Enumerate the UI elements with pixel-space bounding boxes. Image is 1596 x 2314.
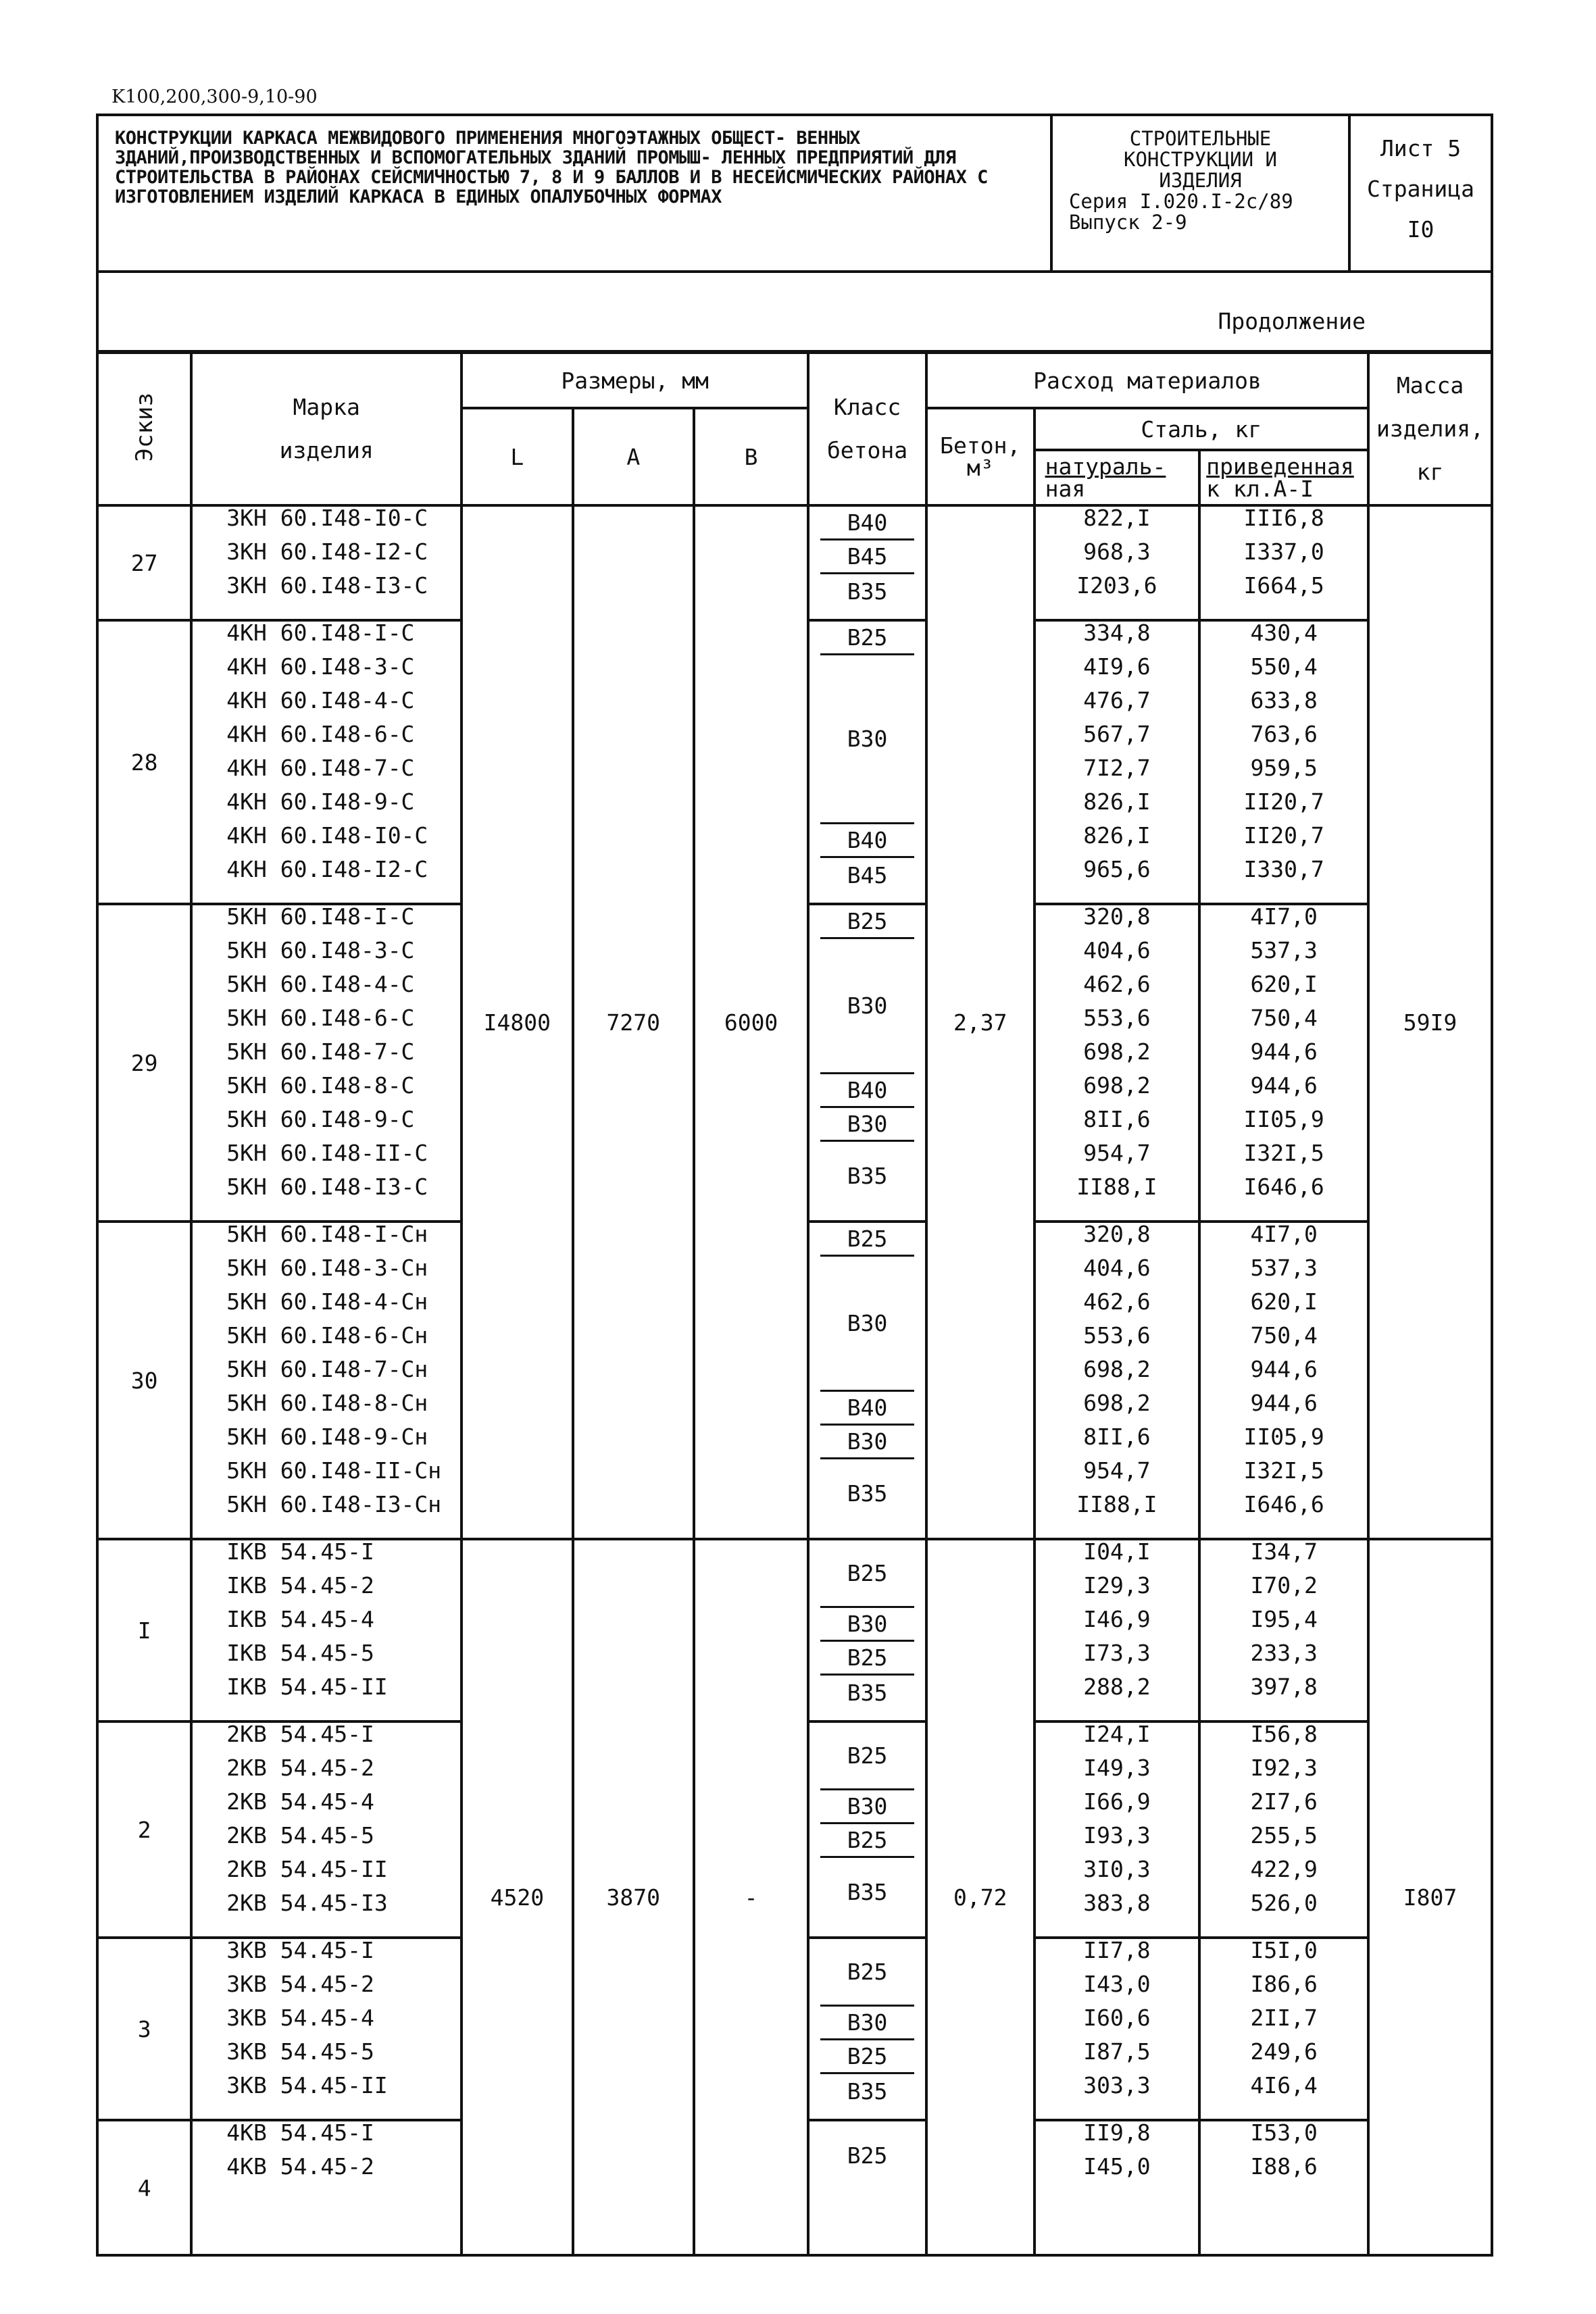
steel-natural-cell-line: 288,2 xyxy=(1083,1674,1151,1700)
steel-reduced-cell-line: I95,4 xyxy=(1250,1606,1318,1632)
steel-reduced-cell-line: 537,3 xyxy=(1250,1255,1318,1281)
steel-natural-cell-line: II9,8 xyxy=(1083,2119,1151,2146)
steel-reduced-cell-line: I88,6 xyxy=(1250,2153,1318,2180)
mark-line: 5КН 60.I48-II-С xyxy=(226,1140,428,1166)
concrete-class-cell xyxy=(808,1539,926,1721)
steel-natural-cell-line: I60,6 xyxy=(1083,2005,1151,2031)
dim-B-value: 6000 xyxy=(694,505,808,1539)
steel-natural-cell-line: 476,7 xyxy=(1083,687,1151,713)
steel-reduced-cell-line: I70,2 xyxy=(1250,1572,1318,1599)
steel-natural-cell-line: 3I0,3 xyxy=(1083,1856,1151,1882)
concrete-class: В30 xyxy=(820,655,914,824)
steel-natural-cell-line: I93,3 xyxy=(1083,1822,1151,1848)
mark-header: Марка изделия xyxy=(191,353,462,505)
steel-natural-cell-line: 826,I xyxy=(1083,788,1151,815)
sketch-row xyxy=(97,505,1492,620)
mark-line: 2КВ 54.45-I xyxy=(226,1721,374,1747)
concrete-class: В25 xyxy=(820,622,914,655)
series-number: Серия I.020.I-2с/89 xyxy=(1068,190,1293,213)
steel-reduced-cell-line: 620,I xyxy=(1250,1288,1318,1315)
mark-line: IКВ 54.45-II xyxy=(226,1674,388,1700)
steel-natural-cell-line: I29,3 xyxy=(1083,1572,1151,1599)
document-code: K100,200,300-9,10-90 xyxy=(111,86,318,107)
mark-line: 3КВ 54.45-5 xyxy=(226,2038,374,2065)
mark-line: 5КН 60.I48-6-Сн xyxy=(226,1322,428,1349)
mark-line: 4КН 60.I48-I2-С xyxy=(226,856,428,882)
steel-reduced-header: приведенная к кл.А-I xyxy=(1199,450,1368,505)
mark-line: 3КН 60.I48-I0-С xyxy=(226,505,428,531)
steel-natural-cell xyxy=(1034,620,1200,904)
concrete-class: В25 xyxy=(820,1642,914,1676)
mass-value: 59I9 xyxy=(1368,505,1492,1539)
steel-reduced-cell-line: 633,8 xyxy=(1250,687,1318,713)
steel-reduced-cell-line: I86,6 xyxy=(1250,1971,1318,1997)
steel-natural-cell xyxy=(1034,2120,1200,2255)
mark-line: 3КВ 54.45-2 xyxy=(226,1971,374,1997)
steel-natural-cell-line: 404,6 xyxy=(1083,1255,1151,1281)
page-number: Страница I0 xyxy=(1367,176,1474,243)
mark-line: 5КН 60.I48-3-Сн xyxy=(226,1255,428,1281)
mark-line: 5КН 60.I48-I-С xyxy=(226,903,415,930)
mass-value: I807 xyxy=(1368,1539,1492,2255)
concrete-class-header: Класс бетона xyxy=(808,353,926,505)
steel-natural-cell xyxy=(1034,904,1200,1222)
steel-natural-cell-line: 462,6 xyxy=(1083,1288,1151,1315)
marks-cell xyxy=(191,1938,462,2120)
steel-natural-cell xyxy=(1034,1938,1200,2120)
mark-line: 2КВ 54.45-5 xyxy=(226,1822,374,1848)
steel-reduced-cell-line: I53,0 xyxy=(1250,2119,1318,2146)
steel-reduced-cell xyxy=(1199,1222,1368,1539)
dim-A-value: 7270 xyxy=(573,505,694,1539)
steel-natural-cell-line: 334,8 xyxy=(1083,620,1151,646)
concrete-class-cell xyxy=(808,1721,926,1938)
marks-cell xyxy=(191,505,462,620)
mark-line: 3КВ 54.45-4 xyxy=(226,2005,374,2031)
mark-line: 4КН 60.I48-3-С xyxy=(226,653,415,680)
steel-reduced-cell-line: I32I,5 xyxy=(1243,1457,1324,1484)
steel-reduced-cell-line: I34,7 xyxy=(1250,1538,1318,1565)
steel-reduced-cell-line: II05,9 xyxy=(1243,1106,1324,1132)
concrete-class: В35 xyxy=(847,1878,888,1905)
steel-natural-cell xyxy=(1034,1539,1200,1721)
concrete-class: В35 xyxy=(847,1679,888,1706)
steel-natural-cell-line: I203,6 xyxy=(1076,572,1157,599)
marks-cell xyxy=(191,2120,462,2255)
steel-natural-cell-line: I49,3 xyxy=(1083,1755,1151,1781)
steel-natural-cell-line: 698,2 xyxy=(1083,1356,1151,1382)
concrete-class: В30 xyxy=(820,2007,914,2040)
marks-cell xyxy=(191,620,462,904)
steel-natural-cell xyxy=(1034,1721,1200,1938)
steel-reduced-cell xyxy=(1199,505,1368,620)
steel-reduced-cell-line: 944,6 xyxy=(1250,1356,1318,1382)
steel-natural-cell-line: II88,I xyxy=(1076,1491,1157,1517)
steel-natural-cell-line: 954,7 xyxy=(1083,1457,1151,1484)
mark-line: 2КВ 54.45-I3 xyxy=(226,1890,388,1916)
steel-natural-cell-line: I45,0 xyxy=(1083,2153,1151,2180)
steel-natural-cell-line: I24,I xyxy=(1083,1721,1151,1747)
steel-natural-cell-line: 553,6 xyxy=(1083,1322,1151,1349)
series-cell xyxy=(1051,115,1349,272)
steel-reduced-cell-line: I646,6 xyxy=(1243,1491,1324,1517)
dim-A-value: 3870 xyxy=(573,1539,694,2255)
steel-reduced-cell-line: I92,3 xyxy=(1250,1755,1318,1781)
concrete-class: В30 xyxy=(820,939,914,1074)
steel-reduced-cell-line: I56,8 xyxy=(1250,1721,1318,1747)
steel-reduced-cell-line: 750,4 xyxy=(1250,1005,1318,1031)
mark-line: 5КН 60.I48-7-Сн xyxy=(226,1356,428,1382)
steel-natural-cell-line: 822,I xyxy=(1083,505,1151,531)
concrete-volume-value: 2,37 xyxy=(926,505,1034,1539)
dim-L-value: I4800 xyxy=(462,505,573,1539)
steel-reduced-cell-line: 944,6 xyxy=(1250,1038,1318,1065)
mark-line: 5КН 60.I48-I3-Сн xyxy=(226,1491,442,1517)
sketch-id: I xyxy=(97,1539,191,1721)
category-line-3: ИЗДЕЛИЯ xyxy=(1159,169,1242,192)
mark-line: 4КН 60.I48-9-С xyxy=(226,788,415,815)
steel-reduced-cell xyxy=(1199,620,1368,904)
concrete-class: В40 xyxy=(820,1392,914,1426)
steel-natural-cell-line: 826,I xyxy=(1083,822,1151,849)
steel-natural-cell-line: I46,9 xyxy=(1083,1606,1151,1632)
marks-cell xyxy=(191,1721,462,1938)
concrete-class: В25 xyxy=(820,1540,914,1608)
steel-reduced-cell xyxy=(1199,1721,1368,1938)
concrete-class: В35 xyxy=(847,1480,888,1507)
mark-line: 2КВ 54.45-4 xyxy=(226,1788,374,1815)
steel-natural-cell-line: II7,8 xyxy=(1083,1937,1151,1963)
steel-reduced-cell-line: 750,4 xyxy=(1250,1322,1318,1349)
mark-line: 4КН 60.I48-I-С xyxy=(226,620,415,646)
category-line-1: СТРОИТЕЛЬНЫЕ xyxy=(1129,127,1272,150)
concrete-class-cell xyxy=(808,904,926,1222)
steel-natural-cell-line: 462,6 xyxy=(1083,971,1151,997)
steel-reduced-cell xyxy=(1199,1938,1368,2120)
sketch-id: 3 xyxy=(97,1938,191,2120)
mark-line: 3КВ 54.45-II xyxy=(226,2072,388,2098)
title-block xyxy=(96,114,1493,273)
steel-natural-cell xyxy=(1034,1222,1200,1539)
steel-natural-cell-line: 4I9,6 xyxy=(1083,653,1151,680)
sketch-row xyxy=(97,1539,1492,1721)
mark-line: 3КН 60.I48-I3-С xyxy=(226,572,428,599)
steel-natural-cell-line: I66,9 xyxy=(1083,1788,1151,1815)
concrete-class: В35 xyxy=(847,578,888,605)
concrete-class: В40 xyxy=(820,1074,914,1108)
steel-reduced-cell-line: 959,5 xyxy=(1250,755,1318,781)
sheet-number: Лист 5 xyxy=(1380,135,1462,161)
sheet-cell xyxy=(1349,115,1492,272)
steel-reduced-cell-line: 4I6,4 xyxy=(1250,2072,1318,2098)
mark-line: 3КВ 54.45-I xyxy=(226,1937,374,1963)
mark-line: 5КН 60.I48-I-Сн xyxy=(226,1221,428,1247)
steel-natural-cell-line: II88,I xyxy=(1076,1174,1157,1200)
marks-cell xyxy=(191,1539,462,1721)
steel-natural-cell-line: 404,6 xyxy=(1083,937,1151,963)
steel-natural-cell-line: 303,3 xyxy=(1083,2072,1151,2098)
steel-reduced-cell-line: I664,5 xyxy=(1243,572,1324,599)
concrete-class: В45 xyxy=(820,540,914,574)
sketch-id: 2 xyxy=(97,1721,191,1938)
mass-header: Масса изделия, кг xyxy=(1368,353,1492,505)
steel-natural-cell-line: 320,8 xyxy=(1083,1221,1151,1247)
concrete-header: Бетон, м³ xyxy=(926,408,1034,505)
mark-line: 4КН 60.I48-6-С xyxy=(226,721,415,747)
steel-reduced-cell-line: 763,6 xyxy=(1250,721,1318,747)
mark-line: 5КН 60.I48-6-С xyxy=(226,1005,415,1031)
steel-reduced-cell-line: 2II,7 xyxy=(1250,2005,1318,2031)
steel-reduced-cell-line: 249,6 xyxy=(1250,2038,1318,2065)
mark-line: 5КН 60.I48-I3-С xyxy=(226,1174,428,1200)
sketch-id: 29 xyxy=(97,904,191,1222)
mark-line: 4КВ 54.45-I xyxy=(226,2119,374,2146)
steel-reduced-cell-line: I32I,5 xyxy=(1243,1140,1324,1166)
dim-A-header: A xyxy=(573,408,694,505)
steel-reduced-cell-line: 255,5 xyxy=(1250,1822,1318,1848)
steel-reduced-cell-line: 537,3 xyxy=(1250,937,1318,963)
mark-line: 2КВ 54.45-II xyxy=(226,1856,388,1882)
concrete-class-cell xyxy=(808,2120,926,2255)
steel-natural-cell-line: 954,7 xyxy=(1083,1140,1151,1166)
mark-line: 5КН 60.I48-9-Сн xyxy=(226,1424,428,1450)
steel-reduced-cell-line: II05,9 xyxy=(1243,1424,1324,1450)
steel-natural-cell-line: 320,8 xyxy=(1083,903,1151,930)
mark-line: 3КН 60.I48-I2-С xyxy=(226,538,428,565)
steel-reduced-cell-line: I646,6 xyxy=(1243,1174,1324,1200)
steel-reduced-cell-line: 620,I xyxy=(1250,971,1318,997)
concrete-class-cell xyxy=(808,1938,926,2120)
steel-reduced-cell-line: I5I,0 xyxy=(1250,1937,1318,1963)
steel-natural-cell xyxy=(1034,505,1200,620)
steel-natural-cell-line: I87,5 xyxy=(1083,2038,1151,2065)
concrete-class-cell xyxy=(808,620,926,904)
mark-line: 5КН 60.I48-4-С xyxy=(226,971,415,997)
steel-natural-cell-line: 567,7 xyxy=(1083,721,1151,747)
concrete-class: В25 xyxy=(820,1939,914,2007)
category-line-2: КОНСТРУКЦИИ И xyxy=(1124,148,1277,171)
steel-reduced-cell-line: 397,8 xyxy=(1250,1674,1318,1700)
steel-natural-header: натураль- ная xyxy=(1034,450,1200,505)
steel-natural-cell-line: 965,6 xyxy=(1083,856,1151,882)
steel-natural-cell-line: I43,0 xyxy=(1083,1971,1151,1997)
steel-reduced-cell xyxy=(1199,2120,1368,2255)
mark-line: 5КН 60.I48-3-С xyxy=(226,937,415,963)
concrete-class: В35 xyxy=(847,1162,888,1189)
steel-reduced-cell xyxy=(1199,904,1368,1222)
marks-cell xyxy=(191,904,462,1222)
dimensions-header: Размеры, мм xyxy=(462,353,808,408)
mark-line: 5КН 60.I48-8-С xyxy=(226,1072,415,1099)
mark-line: 5КН 60.I48-II-Сн xyxy=(226,1457,442,1484)
steel-natural-cell-line: I04,I xyxy=(1083,1538,1151,1565)
mark-line: 5КН 60.I48-9-С xyxy=(226,1106,415,1132)
mark-line: IКВ 54.45-I xyxy=(226,1538,374,1565)
marks-cell xyxy=(191,1222,462,1539)
concrete-class: В25 xyxy=(847,2142,888,2169)
steel-natural-cell-line: 698,2 xyxy=(1083,1038,1151,1065)
mark-line: 4КН 60.I48-7-С xyxy=(226,755,415,781)
steel-reduced-cell-line: 550,4 xyxy=(1250,653,1318,680)
steel-reduced-cell-line: 422,9 xyxy=(1250,1856,1318,1882)
steel-reduced-cell-line: 944,6 xyxy=(1250,1072,1318,1099)
concrete-class: В30 xyxy=(820,1257,914,1392)
sketch-id: 4 xyxy=(97,2120,191,2255)
steel-natural-cell-line: 553,6 xyxy=(1083,1005,1151,1031)
concrete-class: В30 xyxy=(820,1608,914,1642)
steel-natural-cell-line: 968,3 xyxy=(1083,538,1151,565)
sketch-id: 30 xyxy=(97,1222,191,1539)
continuation-label: Продолжение xyxy=(1218,308,1366,334)
mark-line: IКВ 54.45-2 xyxy=(226,1572,374,1599)
steel-reduced-cell-line: II20,7 xyxy=(1243,788,1324,815)
concrete-class: В45 xyxy=(847,861,888,888)
concrete-class: В35 xyxy=(847,2078,888,2105)
mark-line: IКВ 54.45-4 xyxy=(226,1606,374,1632)
concrete-class-cell xyxy=(808,505,926,620)
concrete-class: В40 xyxy=(820,507,914,540)
issue-number: Выпуск 2-9 xyxy=(1068,211,1187,234)
dim-B-value: - xyxy=(694,1539,808,2255)
mark-line: 5КН 60.I48-7-С xyxy=(226,1038,415,1065)
sketch-id: 27 xyxy=(97,505,191,620)
concrete-volume-value: 0,72 xyxy=(926,1539,1034,2255)
document-title: КОНСТРУКЦИИ КАРКАСА МЕЖВИДОВОГО ПРИМЕНЕНИЯ МНОГОЭТАЖНЫХ ОБЩЕСТ- ВЕННЫХ ЗДАНИЙ,ПРОИЗВОДСТВЕННЫХ И ВСПОМОГАТЕЛЬНЫХ ЗДАНИЙ ПРОМЫШ- ЛЕННЫХ ПРЕДПРИЯТИЙ ДЛЯ СТРОИТЕЛЬСТВА В РАЙОНАХ СЕЙСМИЧНОСТЬЮ 7, 8 И 9 БАЛЛОВ И В НЕСЕЙСМИЧЕСКИХ РАЙОНАХ С ИЗГОТОВЛЕНИЕМ ИЗДЕЛИЙ КАРКАСА В ЕДИНЫХ ОПАЛУБОЧНЫХ ФОРМАХ xyxy=(115,128,988,207)
steel-natural-cell-line: I73,3 xyxy=(1083,1640,1151,1666)
materials-table xyxy=(96,351,1493,2257)
mark-line: 5КН 60.I48-4-Сн xyxy=(226,1288,428,1315)
sketch-header: Эскиз xyxy=(97,353,191,505)
concrete-class: В25 xyxy=(820,1223,914,1257)
concrete-class: В30 xyxy=(820,1108,914,1142)
sketch-id: 28 xyxy=(97,620,191,904)
steel-natural-cell-line: 8II,6 xyxy=(1083,1106,1151,1132)
mark-line: 5КН 60.I48-8-Сн xyxy=(226,1390,428,1416)
mark-line: IКВ 54.45-5 xyxy=(226,1640,374,1666)
title-cell xyxy=(97,115,1051,272)
concrete-class: В25 xyxy=(820,1723,914,1790)
mark-line: 4КН 60.I48-I0-С xyxy=(226,822,428,849)
steel-reduced-cell-line: 430,4 xyxy=(1250,620,1318,646)
concrete-class: В25 xyxy=(820,2040,914,2074)
materials-header: Расход материалов xyxy=(926,353,1368,408)
steel-header: Сталь, кг xyxy=(1034,408,1368,450)
steel-reduced-cell-line: 4I7,0 xyxy=(1250,903,1318,930)
steel-natural-cell-line: 698,2 xyxy=(1083,1072,1151,1099)
concrete-class: В30 xyxy=(820,1426,914,1459)
steel-reduced-cell-line: III6,8 xyxy=(1243,505,1324,531)
steel-reduced-cell-line: 944,6 xyxy=(1250,1390,1318,1416)
concrete-class-cell xyxy=(808,1222,926,1539)
continuation-bar xyxy=(96,273,1493,353)
steel-reduced-cell-line: II20,7 xyxy=(1243,822,1324,849)
steel-natural-cell-line: 698,2 xyxy=(1083,1390,1151,1416)
concrete-class: В30 xyxy=(820,1790,914,1824)
steel-reduced-cell xyxy=(1199,1539,1368,1721)
concrete-class: В25 xyxy=(820,905,914,939)
steel-reduced-cell-line: 526,0 xyxy=(1250,1890,1318,1916)
steel-reduced-cell-line: 233,3 xyxy=(1250,1640,1318,1666)
dim-L-value: 4520 xyxy=(462,1539,573,2255)
concrete-class: В40 xyxy=(820,824,914,858)
dim-L-header: L xyxy=(462,408,573,505)
dim-B-header: B xyxy=(694,408,808,505)
mark-line: 2КВ 54.45-2 xyxy=(226,1755,374,1781)
steel-reduced-cell-line: 2I7,6 xyxy=(1250,1788,1318,1815)
mark-line: 4КН 60.I48-4-С xyxy=(226,687,415,713)
steel-reduced-cell-line: 4I7,0 xyxy=(1250,1221,1318,1247)
steel-natural-cell-line: 383,8 xyxy=(1083,1890,1151,1916)
steel-reduced-cell-line: I330,7 xyxy=(1243,856,1324,882)
steel-natural-cell-line: 7I2,7 xyxy=(1083,755,1151,781)
concrete-class: В25 xyxy=(820,1824,914,1858)
mark-line: 4КВ 54.45-2 xyxy=(226,2153,374,2180)
steel-natural-cell-line: 8II,6 xyxy=(1083,1424,1151,1450)
steel-reduced-cell-line: I337,0 xyxy=(1243,538,1324,565)
